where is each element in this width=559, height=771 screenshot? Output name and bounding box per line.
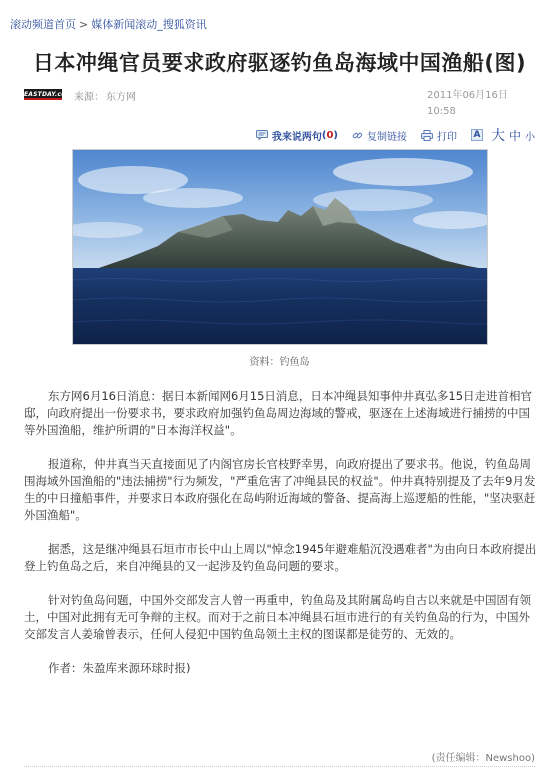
article-paragraph: 东方网6月16日消息：据日本新闻网6月15日消息，日本冲绳县知事仲井真弘多15日走进首相官邸，向政府提出一份要求书，要求政府加强钓鱼岛周边海域的警戒，驱逐在上述海域进行捕捞的中国等外国渔船，维护所谓的"日本海洋权益"。 — [24, 389, 533, 437]
font-size-icon: A — [471, 129, 483, 141]
article-paragraph: 报道称，仲井真当天直接面见了内阁官房长官枝野幸男，向政府提出了要求书。他说，钓鱼岛周围海域外国渔船的"违法捕捞"行为频发，"严重危害了冲绳县民的权益"。仲井真特别提及了去年9月发生的中日撞船事件，并要求日本政府强化在岛屿附近海域的警备、提高海上巡逻船的性能，"坚决驱赶外国渔船"。 — [24, 457, 536, 522]
source-logo[interactable] — [24, 89, 72, 100]
breadcrumb-separator: > — [79, 18, 89, 31]
comment-icon — [256, 130, 268, 140]
comment-open-paren: ( — [321, 129, 327, 141]
article-meta — [24, 88, 535, 118]
print-button[interactable] — [421, 128, 457, 143]
article-author: 作者：朱盈库来源环球时报) — [48, 661, 191, 675]
island-image — [73, 150, 488, 345]
page-title: 日本冲绳官员要求政府驱逐钓鱼岛海域中国渔船(图) — [32, 51, 527, 75]
font-size-small[interactable]: 小 — [525, 131, 535, 143]
copy-link-label: 复制链接 — [366, 131, 407, 143]
breadcrumb-current-link[interactable]: 媒体新闻滚动_搜狐资讯 — [91, 18, 207, 31]
print-label: 打印 — [436, 131, 457, 143]
copy-link-button[interactable] — [352, 128, 407, 143]
link-icon — [352, 130, 363, 141]
breadcrumb — [10, 16, 207, 32]
comment-button[interactable] — [256, 128, 338, 143]
source-logo-text: EASTDAY.com — [24, 91, 72, 98]
source-label: 来源： — [74, 92, 104, 103]
bottom-divider — [24, 766, 535, 767]
responsible-editor: (责任编辑：Newshoo) — [431, 753, 535, 764]
article-paragraph: 据悉，这是继冲绳县石垣市市长中山上周以"悼念1945年避难船沉没遇难者"为由向日本政府提出登上钓鱼岛之后，来自冲绳县的又一起涉及钓鱼岛问题的要求。 — [24, 542, 537, 573]
source-name: 东方网 — [106, 92, 136, 103]
comment-label: 我来说两句 — [271, 131, 322, 143]
publish-clock: 10:58 — [427, 106, 456, 117]
comment-close-paren: ) — [333, 129, 338, 141]
font-size-control — [471, 125, 535, 145]
comment-count: 0 — [326, 129, 334, 141]
publish-date: 2011年06月16日 — [427, 90, 508, 101]
font-size-large[interactable]: 大 — [490, 128, 505, 144]
source-line — [74, 88, 136, 103]
article-paragraph: 针对钓鱼岛问题，中国外交部发言人曾一再重申，钓鱼岛及其附属岛屿自古以来就是中国固有领土，中国对此拥有无可争辩的主权。而对于之前日本冲绳县石垣市进行的有关钓鱼岛的行为，中国外交部发言人姜瑜曾表示，任何人侵犯中国钓鱼岛领土主权的图谋都是徒劳的、无效的。 — [24, 593, 531, 641]
printer-icon — [421, 130, 433, 141]
island-photo[interactable] — [72, 149, 488, 345]
font-size-medium[interactable]: 中 — [508, 128, 521, 143]
article-body — [24, 388, 538, 677]
photo-caption: 资料：钓鱼岛 — [249, 357, 310, 368]
publish-time — [427, 88, 517, 120]
breadcrumb-home-link[interactable]: 滚动频道首页 — [10, 18, 76, 31]
article-toolbar — [242, 127, 535, 143]
